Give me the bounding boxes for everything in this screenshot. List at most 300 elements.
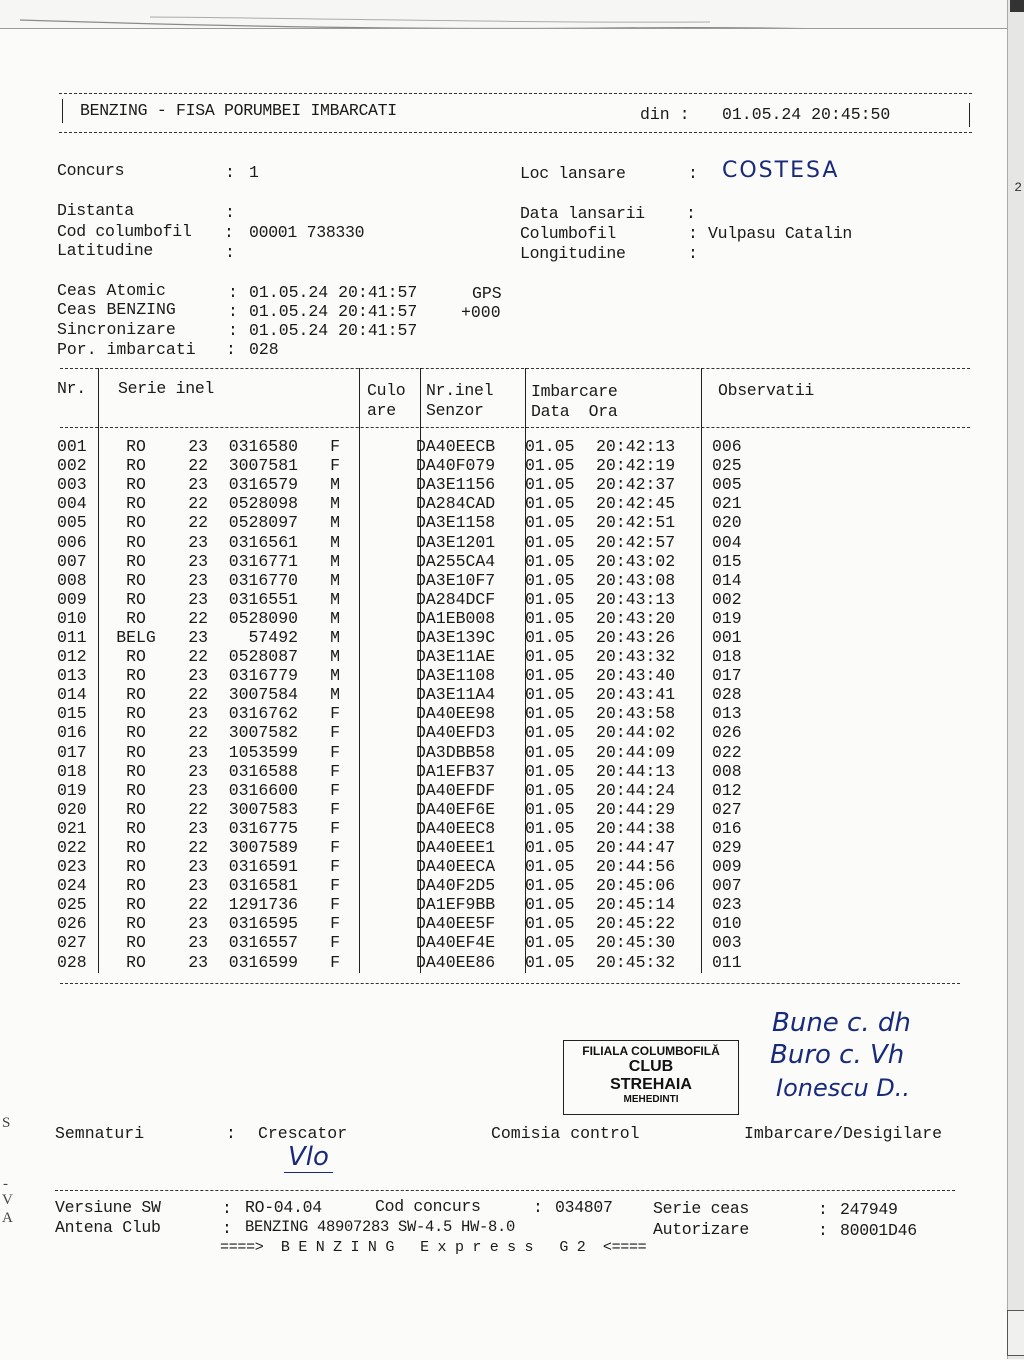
cell-data: 01.05 — [525, 895, 575, 915]
cell-culoare — [348, 475, 411, 494]
serie-ceas-label: Serie ceas — [653, 1199, 750, 1218]
cell-an: 23 — [188, 666, 208, 686]
cell-an: 23 — [188, 742, 208, 762]
cell-ora: 20:44:29 — [596, 799, 676, 819]
print-date: 01.05.24 20:45:50 — [722, 105, 891, 124]
colon: : — [224, 223, 234, 242]
cell-obs: 011 — [712, 952, 742, 972]
cell-tara: RO — [126, 742, 146, 762]
cell-tara: RO — [126, 589, 146, 609]
cell-ora: 20:42:57 — [596, 532, 676, 552]
cell-data: 01.05 — [525, 685, 575, 705]
table-row — [57, 532, 772, 551]
cell-senzor: DA40EE5F — [416, 914, 496, 934]
cell-nr: 008 — [57, 570, 87, 590]
cell-tara: RO — [126, 570, 146, 590]
colon: : — [222, 1199, 232, 1218]
cell-data: 01.05 — [525, 818, 575, 838]
cell-an: 23 — [188, 876, 208, 896]
cell-inel: 0528090 — [228, 608, 298, 628]
cell-an: 22 — [188, 799, 208, 819]
cell-inel: 0316771 — [228, 551, 298, 571]
cell-senzor: DA40F079 — [416, 456, 496, 476]
cell-an: 22 — [188, 513, 208, 533]
cell-inel: 0528097 — [228, 513, 298, 533]
cell-nr: 011 — [57, 627, 87, 647]
table-row — [57, 666, 772, 685]
table-row — [57, 857, 772, 876]
cell-sex: M — [330, 627, 340, 647]
cell-obs: 016 — [712, 818, 742, 838]
stamp-line-3: STREHAIA — [610, 1076, 692, 1093]
table-row — [57, 609, 772, 628]
cell-inel: 0528087 — [228, 647, 298, 667]
cell-tara: RO — [126, 685, 146, 705]
cell-inel: 1053599 — [228, 742, 298, 762]
cell-sex: M — [330, 647, 340, 667]
cell-sex: M — [330, 666, 340, 686]
document-title: BENZING - FISA PORUMBEI IMBARCATI — [80, 101, 397, 120]
cell-sex: M — [330, 551, 340, 571]
table-row — [57, 494, 772, 513]
table-row — [57, 762, 772, 781]
cell-data: 01.05 — [525, 494, 575, 514]
cod-columbofil-value: 00001 738330 — [249, 223, 365, 242]
col-header-culoare: Culo — [367, 381, 406, 400]
table-row — [57, 781, 772, 800]
autorizare-value: 80001D46 — [840, 1221, 917, 1240]
cell-inel: 0528098 — [228, 494, 298, 514]
cell-ora: 20:44:38 — [596, 818, 676, 838]
table-row — [57, 895, 772, 914]
cell-nr: 009 — [57, 589, 87, 609]
cell-inel: 0316599 — [228, 952, 298, 972]
cell-senzor: DA3E11A4 — [416, 685, 496, 705]
cell-tara: RO — [126, 857, 146, 877]
cell-tara: RO — [126, 838, 146, 858]
cell-data: 01.05 — [525, 608, 575, 628]
cell-culoare — [348, 781, 411, 800]
cell-obs: 001 — [712, 627, 742, 647]
cell-sex: F — [330, 780, 340, 800]
cell-nr: 016 — [57, 723, 87, 743]
cell-data: 01.05 — [525, 437, 575, 457]
cell-obs: 012 — [712, 780, 742, 800]
colon: : — [225, 203, 235, 222]
cell-obs: 022 — [712, 742, 742, 762]
cell-an: 23 — [188, 437, 208, 457]
cell-data: 01.05 — [525, 513, 575, 533]
cell-an: 23 — [188, 475, 208, 495]
cell-data: 01.05 — [525, 761, 575, 781]
cell-an: 22 — [188, 838, 208, 858]
cell-nr: 028 — [57, 952, 87, 972]
cell-culoare — [348, 532, 411, 551]
colon: : — [533, 1198, 543, 1217]
cell-senzor: DA40EECB — [416, 437, 496, 457]
cell-data: 01.05 — [525, 780, 575, 800]
cell-culoare — [348, 628, 411, 647]
edge-mark: S — [2, 1115, 11, 1131]
cell-inel: 1291736 — [228, 895, 298, 915]
cell-culoare — [348, 933, 411, 952]
cell-nr: 006 — [57, 532, 87, 552]
colon: : — [225, 163, 245, 182]
col-header-nr: Nr. — [57, 379, 86, 398]
cell-sex: M — [330, 685, 340, 705]
cell-nr: 024 — [57, 876, 87, 896]
cell-ora: 20:45:14 — [596, 895, 676, 915]
cell-inel: 3007589 — [228, 838, 298, 858]
cell-an: 23 — [188, 952, 208, 972]
table-row — [57, 456, 772, 475]
cell-culoare — [348, 437, 411, 456]
table-row — [57, 876, 772, 895]
cell-tara: RO — [126, 780, 146, 800]
cell-data: 01.05 — [525, 551, 575, 571]
cell-obs: 026 — [712, 723, 742, 743]
cell-sex: F — [330, 723, 340, 743]
cell-tara: BELG — [116, 627, 156, 647]
cell-sex: M — [330, 570, 340, 590]
brand-banner: ====> B E N Z I N G E x p r e s s G 2 <==== — [220, 1239, 647, 1256]
cell-nr: 017 — [57, 742, 87, 762]
edge-page-number: 2 — [1014, 180, 1022, 195]
col-header-data-ora: Data Ora — [531, 402, 618, 421]
cell-ora: 20:43:13 — [596, 589, 676, 609]
commission-signature-1: Bune c. dh — [772, 1008, 911, 1038]
cell-culoare — [348, 800, 411, 819]
cell-sex: F — [330, 818, 340, 838]
cell-sex: F — [330, 857, 340, 877]
cell-nr: 023 — [57, 857, 87, 877]
sincronizare-value: 01.05.24 20:41:57 — [249, 321, 418, 340]
cell-ora: 20:42:51 — [596, 513, 676, 533]
cell-obs: 002 — [712, 589, 742, 609]
cell-obs: 028 — [712, 685, 742, 705]
cod-concurs-label: Cod concurs — [375, 1197, 481, 1216]
cell-sex: F — [330, 437, 340, 457]
cell-data: 01.05 — [525, 799, 575, 819]
cell-inel: 0316580 — [228, 437, 298, 457]
cell-tara: RO — [126, 761, 146, 781]
ceas-atomic-value: 01.05.24 20:41:57 — [249, 283, 418, 302]
cell-ora: 20:45:22 — [596, 914, 676, 934]
cell-senzor: DA3E1156 — [416, 475, 496, 495]
table-top-rule — [60, 368, 970, 369]
cell-an: 23 — [188, 914, 208, 934]
serie-ceas-value: 247949 — [840, 1200, 898, 1219]
latitudine-label: Latitudine — [57, 241, 154, 260]
cell-ora: 20:42:37 — [596, 475, 676, 495]
cell-culoare — [348, 895, 411, 914]
cell-sex: F — [330, 952, 340, 972]
cell-ora: 20:44:47 — [596, 838, 676, 858]
stamp-line-1: FILIALA COLUMBOFILĂ — [582, 1044, 720, 1058]
colon: : — [688, 164, 698, 183]
cell-obs: 003 — [712, 933, 742, 953]
cell-inel: 0316561 — [228, 532, 298, 552]
sincronizare-label: Sincronizare — [57, 320, 176, 339]
cell-culoare — [348, 666, 411, 685]
ceas-benzing-label: Ceas BENZING — [57, 300, 176, 319]
cell-nr: 019 — [57, 780, 87, 800]
cell-tara: RO — [126, 799, 146, 819]
cell-culoare — [348, 819, 411, 838]
footer-rule — [55, 1190, 955, 1191]
cell-culoare — [348, 876, 411, 895]
table-row — [57, 628, 772, 647]
cell-nr: 015 — [57, 704, 87, 724]
cell-nr: 004 — [57, 494, 87, 514]
cell-culoare — [348, 513, 411, 532]
cell-obs: 013 — [712, 704, 742, 724]
table-row — [57, 819, 772, 838]
cell-an: 23 — [188, 627, 208, 647]
cell-obs: 020 — [712, 513, 742, 533]
cell-culoare — [348, 494, 411, 513]
versiune-sw-label: Versiune SW — [55, 1198, 161, 1217]
table-row — [57, 933, 772, 952]
cell-culoare — [348, 723, 411, 742]
cell-inel: 0316551 — [228, 589, 298, 609]
cell-data: 01.05 — [525, 704, 575, 724]
crescator-label: Crescator — [258, 1124, 348, 1143]
colon: : — [228, 283, 238, 302]
colon: : — [818, 1200, 828, 1219]
cell-tara: RO — [126, 513, 146, 533]
table-row — [57, 571, 772, 590]
pigeon-table — [57, 437, 772, 972]
cell-nr: 027 — [57, 933, 87, 953]
col-header-senzor: Senzor — [426, 401, 484, 420]
col-header-observatii: Observatii — [718, 381, 815, 400]
cell-obs: 004 — [712, 532, 742, 552]
cell-obs: 025 — [712, 456, 742, 476]
cell-data: 01.05 — [525, 570, 575, 590]
cell-sex: M — [330, 513, 340, 533]
cell-ora: 20:42:45 — [596, 494, 676, 514]
cell-an: 23 — [188, 551, 208, 571]
cell-nr: 018 — [57, 761, 87, 781]
cell-sex: F — [330, 704, 340, 724]
cell-tara: RO — [126, 818, 146, 838]
cell-senzor: DA40EE86 — [416, 952, 496, 972]
data-lansarii-label: Data lansarii — [520, 204, 645, 223]
cell-nr: 003 — [57, 475, 87, 495]
cell-tara: RO — [126, 704, 146, 724]
por-imbarcati-value: 028 — [249, 340, 279, 359]
table-row — [57, 552, 772, 571]
colon: : — [222, 1219, 232, 1238]
commission-signature-2: Buro c. Vh — [770, 1040, 905, 1070]
table-row — [57, 704, 772, 723]
cell-nr: 012 — [57, 647, 87, 667]
table-row — [57, 647, 772, 666]
cell-nr: 002 — [57, 456, 87, 476]
colon: : — [688, 244, 698, 263]
cell-senzor: DA1EB008 — [416, 608, 496, 628]
cell-senzor: DA40F2D5 — [416, 876, 496, 896]
table-row — [57, 685, 772, 704]
cell-sex: F — [330, 876, 340, 896]
cell-nr: 021 — [57, 818, 87, 838]
cell-senzor: DA3E10F7 — [416, 570, 496, 590]
colon: : — [228, 302, 238, 321]
loc-lansare-handwritten: COSTESA — [722, 158, 840, 183]
cell-an: 22 — [188, 456, 208, 476]
cell-senzor: DA40EFDF — [416, 780, 496, 800]
distanta-label: Distanta — [57, 201, 134, 220]
club-stamp — [563, 1040, 739, 1115]
por-imbarcati-label: Por. imbarcati — [57, 340, 196, 359]
cell-inel: 3007581 — [228, 456, 298, 476]
table-row — [57, 723, 772, 742]
cod-columbofil-label: Cod columbofil — [57, 222, 192, 241]
cell-inel: 3007584 — [228, 685, 298, 705]
cell-sex: M — [330, 532, 340, 552]
cell-inel: 3007582 — [228, 723, 298, 743]
cell-nr: 010 — [57, 608, 87, 628]
colon: : — [688, 224, 698, 243]
cell-an: 23 — [188, 933, 208, 953]
cell-senzor: DA3E1201 — [416, 532, 496, 552]
cell-culoare — [348, 552, 411, 571]
commission-signature-3: Ionescu D.. — [776, 1074, 911, 1102]
versiune-sw-value: RO-04.04 — [245, 1198, 322, 1217]
cell-nr: 025 — [57, 895, 87, 915]
cell-ora: 20:43:08 — [596, 570, 676, 590]
adjacent-page-edge — [1007, 0, 1024, 1359]
cell-ora: 20:43:41 — [596, 685, 676, 705]
table-bottom-rule — [60, 983, 960, 984]
cell-an: 23 — [188, 761, 208, 781]
table-row — [57, 475, 772, 494]
cell-senzor: DA40EF4E — [416, 933, 496, 953]
cell-senzor: DA3DBB58 — [416, 742, 496, 762]
cell-obs: 021 — [712, 494, 742, 514]
cell-sex: F — [330, 914, 340, 934]
cell-ora: 20:45:32 — [596, 952, 676, 972]
cell-nr: 005 — [57, 513, 87, 533]
cell-data: 01.05 — [525, 933, 575, 953]
cell-sex: F — [330, 895, 340, 915]
cell-obs: 009 — [712, 857, 742, 877]
comisia-label: Comisia control — [491, 1124, 640, 1143]
cell-data: 01.05 — [525, 838, 575, 858]
cell-nr: 007 — [57, 551, 87, 571]
cell-an: 23 — [188, 704, 208, 724]
ceas-atomic-source: GPS — [472, 284, 502, 303]
header-border-top — [59, 93, 972, 94]
cell-tara: RO — [126, 437, 146, 457]
cell-senzor: DA3E11AE — [416, 647, 496, 667]
cell-inel: 3007583 — [228, 799, 298, 819]
table-row — [57, 800, 772, 819]
cell-senzor: DA40EFD3 — [416, 723, 496, 743]
cell-tara: RO — [126, 475, 146, 495]
cell-obs: 017 — [712, 666, 742, 686]
cell-tara: RO — [126, 723, 146, 743]
imbarcare-desigilare-label: Imbarcare/Desigilare — [744, 1124, 943, 1143]
cell-inel: 0316600 — [228, 780, 298, 800]
cell-inel: 57492 — [248, 627, 298, 647]
cell-an: 23 — [188, 589, 208, 609]
cell-data: 01.05 — [525, 456, 575, 476]
cell-obs: 014 — [712, 570, 742, 590]
cell-tara: RO — [126, 647, 146, 667]
cell-ora: 20:42:13 — [596, 437, 676, 457]
cell-senzor: DA3E1158 — [416, 513, 496, 533]
header-border-left — [62, 99, 63, 123]
cell-obs: 027 — [712, 799, 742, 819]
cell-senzor: DA1EFB37 — [416, 761, 496, 781]
cell-tara: RO — [126, 494, 146, 514]
cell-data: 01.05 — [525, 952, 575, 972]
table-row — [57, 838, 772, 857]
cell-ora: 20:45:06 — [596, 876, 676, 896]
cell-an: 22 — [188, 685, 208, 705]
cell-obs: 006 — [712, 437, 742, 457]
cell-nr: 020 — [57, 799, 87, 819]
cell-data: 01.05 — [525, 914, 575, 934]
cell-an: 22 — [188, 723, 208, 743]
cell-obs: 023 — [712, 895, 742, 915]
cell-ora: 20:45:30 — [596, 933, 676, 953]
cell-tara: RO — [126, 551, 146, 571]
ceas-benzing-value: 01.05.24 20:41:57 — [249, 302, 418, 321]
cell-senzor: DA255CA4 — [416, 551, 496, 571]
cell-tara: RO — [126, 608, 146, 628]
cell-ora: 20:43:40 — [596, 666, 676, 686]
cell-nr: 013 — [57, 666, 87, 686]
colon: : — [226, 340, 236, 359]
cell-culoare — [348, 609, 411, 628]
edge-mark: A — [2, 1210, 13, 1226]
cell-ora: 20:44:24 — [596, 780, 676, 800]
ceas-benzing-offset: +000 — [461, 303, 501, 322]
cell-data: 01.05 — [525, 475, 575, 495]
table-row — [57, 590, 772, 609]
cell-sex: F — [330, 838, 340, 858]
cell-ora: 20:43:26 — [596, 627, 676, 647]
cell-sex: F — [330, 742, 340, 762]
cell-inel: 0316557 — [228, 933, 298, 953]
colon: : — [225, 243, 235, 262]
longitudine-label: Longitudine — [520, 244, 626, 263]
header-border-bottom — [59, 132, 972, 133]
cell-sex: F — [330, 799, 340, 819]
cell-an: 22 — [188, 608, 208, 628]
cell-senzor: DA3E139C — [416, 627, 496, 647]
cell-an: 22 — [188, 494, 208, 514]
cell-data: 01.05 — [525, 666, 575, 686]
cell-culoare — [348, 704, 411, 723]
cell-an: 23 — [188, 570, 208, 590]
cell-an: 23 — [188, 532, 208, 552]
cell-data: 01.05 — [525, 857, 575, 877]
col-header-nr-inel: Nr.inel — [426, 381, 494, 400]
cell-an: 23 — [188, 780, 208, 800]
cell-inel: 0316591 — [228, 857, 298, 877]
cell-culoare — [348, 838, 411, 857]
cell-culoare — [348, 762, 411, 781]
cell-ora: 20:44:09 — [596, 742, 676, 762]
cell-inel: 0316762 — [228, 704, 298, 724]
header-border-right — [969, 103, 970, 127]
cell-inel: 0316588 — [228, 761, 298, 781]
autorizare-label: Autorizare — [653, 1220, 750, 1239]
